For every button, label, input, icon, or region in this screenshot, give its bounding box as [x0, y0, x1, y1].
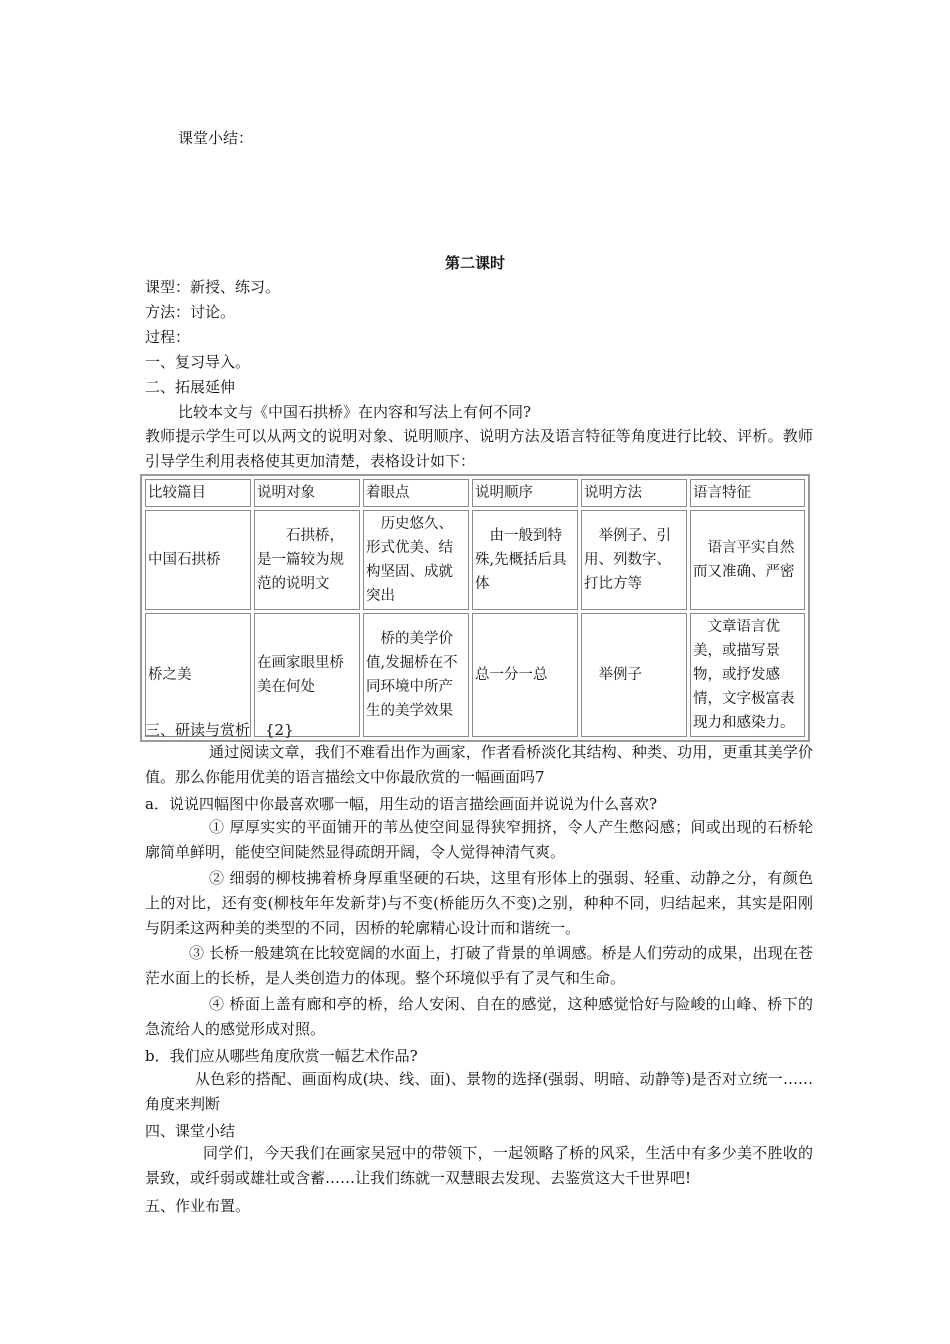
answer-paragraph-1: ① 厚厚实实的平面铺开的苇丛使空间显得狭窄拥挤，令人产生憋闷感；间或出现的石桥轮廓简单鲜明，能使空间陡然显得疏朗开阔，令人觉得神清气爽。	[145, 818, 813, 861]
table-cell: 总一分一总	[472, 613, 578, 737]
summary-heading-top: 课堂小结：	[178, 129, 254, 147]
table-header-cell: 说明对象	[254, 479, 360, 507]
table-cell: 桥的美学价值,发掘桥在不同环境中所产生的美学效果	[363, 613, 469, 737]
lesson-method: 方法：讨论。	[145, 303, 236, 321]
table-header-row	[145, 479, 805, 507]
section-3-intro: 通过阅读文章，我们不难看出作为画家，作者看桥淡化其结构、种类、功用，更重其美学价值。那么你能用优美的语言描绘文中你最欣赏的一幅画面吗7	[145, 743, 813, 786]
table-cell: 桥之美	[145, 613, 251, 737]
table-header-cell: 说明顺序	[472, 479, 578, 507]
lesson-process: 过程：	[145, 328, 191, 346]
question-a: a．说说四幅图中你最喜欢哪一幅，用生动的语言描绘画面并说说为什么喜欢?	[145, 795, 657, 813]
table-cell: 石拱桥，是一篇较为规范的说明文	[254, 510, 360, 610]
table-row	[145, 510, 805, 610]
table-cell: 中国石拱桥	[145, 510, 251, 610]
section-2-paragraph: 教师提示学生可以从两文的说明对象、说明顺序、说明方法及语言特征等角度进行比较、评析。教师引导学生利用表格使其更加清楚，表格设计如下：	[145, 427, 813, 470]
table-cell: 由一般到特殊,先概括后具体	[472, 510, 578, 610]
question-b: b．我们应从哪些角度欣赏一幅艺术作品?	[145, 1047, 418, 1065]
section-1-heading: 一、复习导入。	[145, 353, 251, 371]
table-cell: 举例子	[581, 613, 687, 737]
table-row	[145, 613, 805, 737]
table-header-cell: 着眼点	[363, 479, 469, 507]
answer-paragraph-4: ④ 桥面上盖有廊和亭的桥，给人安闲、自在的感觉，这种感觉恰好与险峻的山峰、桥下的急流给人的感觉形成对照。	[145, 995, 813, 1038]
table-cell: 举例子、引用、列数字、打比方等	[581, 510, 687, 610]
comparison-table	[140, 474, 810, 742]
section-3-heading: 三、研读与赏析 {2}	[145, 721, 294, 739]
answer-paragraph-3: ③ 长桥一般建筑在比较宽阔的水面上，打破了背景的单调感。桥是人们劳动的成果，出现在苍茫水面上的长桥，是人类创造力的体现。整个环境似乎有了灵气和生命。	[145, 944, 813, 987]
section-4-paragraph: 同学们，今天我们在画家吴冠中的带领下，一起领略了桥的风采，生活中有多少美不胜收的景致，或纤弱或雄壮或含蓄……让我们练就一双慧眼去发现、去鉴赏这大千世界吧!	[145, 1144, 813, 1187]
table-cell: 历史悠久、形式优美、结构坚固、成就突出	[363, 510, 469, 610]
table-header-cell: 比较篇目	[145, 479, 251, 507]
section-2-question: 比较本文与《中国石拱桥》在内容和写法上有何不同?	[178, 403, 532, 421]
section-5-heading: 五、作业布置。	[145, 1197, 251, 1215]
table-header-cell: 语言特征	[690, 479, 805, 507]
answer-b: 从色彩的搭配、画面构成(块、线、面)、景物的选择(强弱、明暗、动静等)是否对立统一……角度来判断	[145, 1070, 813, 1113]
answer-paragraph-2: ② 细弱的柳枝拂着桥身厚重坚硬的石块，这里有形体上的强弱、轻重、动静之分，有颜色上的对比，还有变(柳枝年年发新芽)与不变(桥能历久不变)之别，种种不同，归结起来，其实是阳刚与阴柔这两种美的类型的不同，因桥的轮廓精心设计而和谐统一。	[145, 869, 813, 937]
table-cell: 语言平实自然而又准确、严密	[690, 510, 805, 610]
table-cell: 在画家眼里桥美在何处	[254, 613, 360, 737]
lesson-type: 课型：新授、练习。	[145, 278, 281, 296]
section-4-heading: 四、课堂小结	[145, 1122, 236, 1140]
section-2-heading: 二、拓展延伸	[145, 378, 236, 396]
lesson-title: 第二课时	[444, 254, 505, 272]
table-cell: 文章语言优美，或描写景物，或抒发感情，文字极富表现力和感染力。	[690, 613, 805, 737]
table-header-cell: 说明方法	[581, 479, 687, 507]
